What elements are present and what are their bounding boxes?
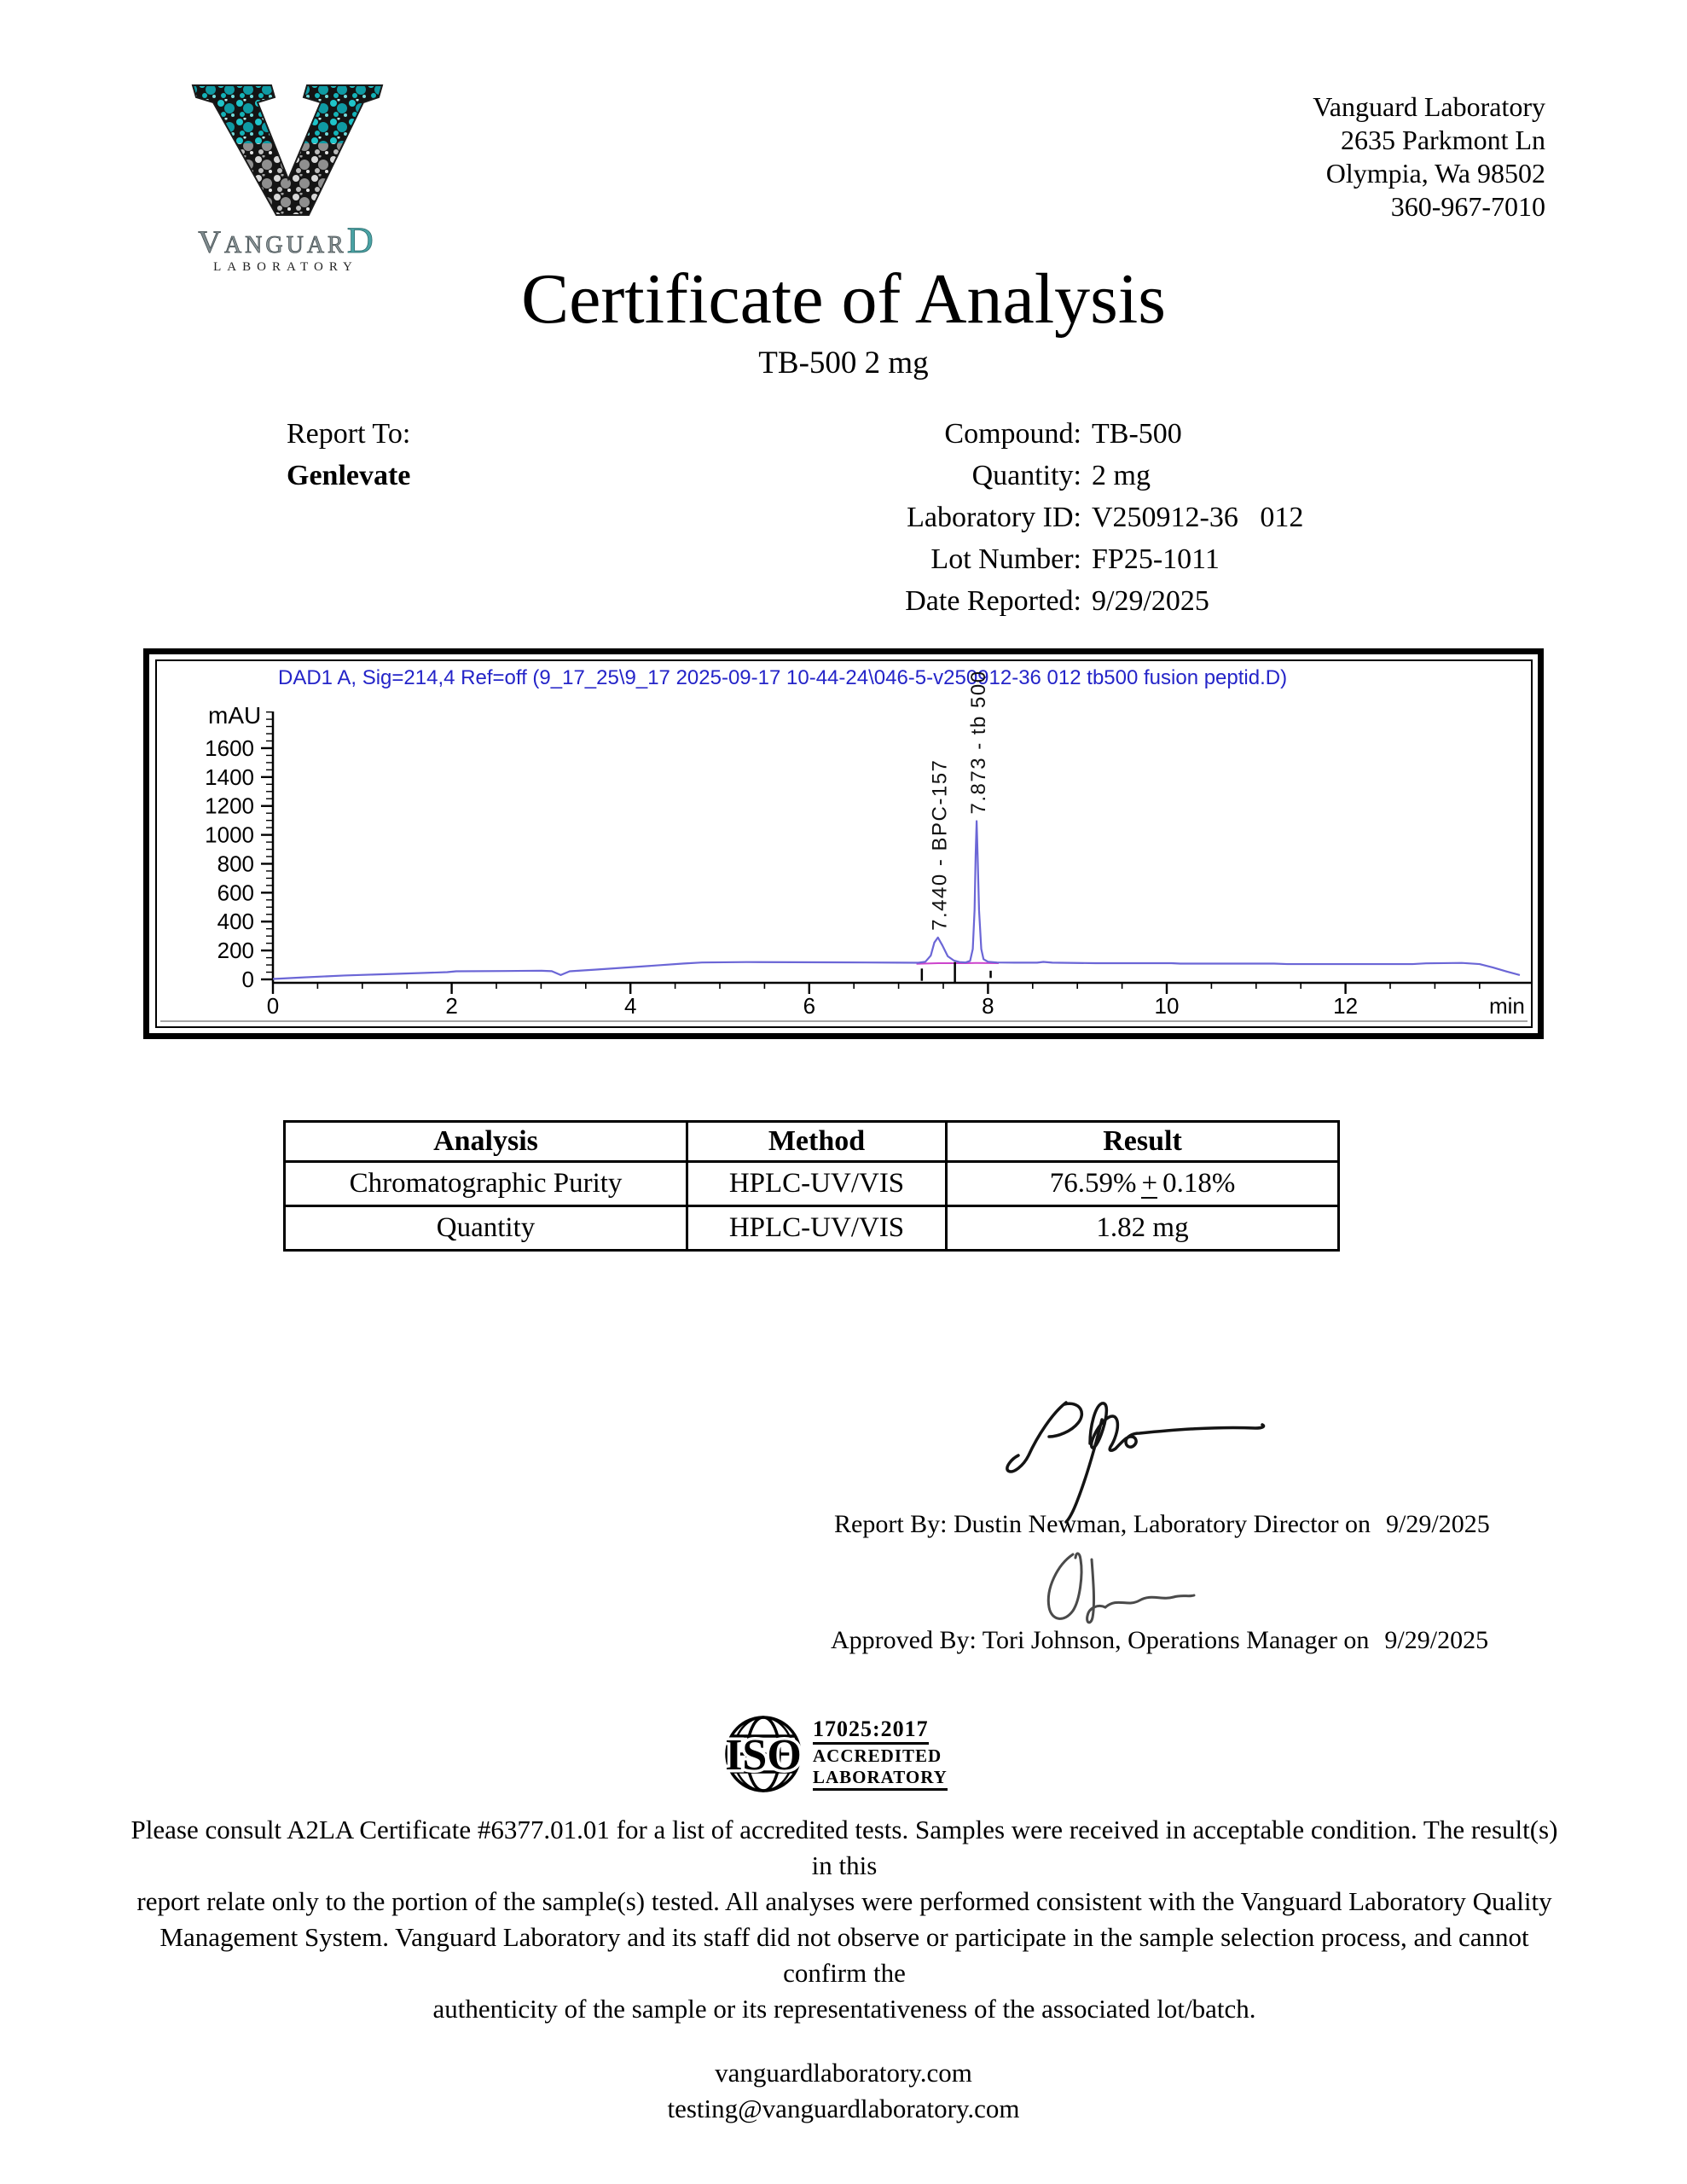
svg-text:DAD1 A, Sig=214,4 Ref=off (9_1: DAD1 A, Sig=214,4 Ref=off (9_17_25\9_17 2025-09-17 10-44-24\046-5-v250912-36 012 tb500 fusion peptid.D) — [278, 666, 1288, 689]
website-link: vanguardlaboratory.com — [715, 2058, 972, 2088]
iso-laboratory: LABORATORY — [813, 1768, 948, 1791]
table-row — [285, 1162, 1339, 1206]
svg-text:2: 2 — [445, 993, 458, 1019]
svg-text:0: 0 — [266, 993, 280, 1019]
logo-subtitle: LABORATORY — [213, 260, 358, 274]
disclaimer-line: report relate only to the portion of the sample(s) tested. All analyses were performed consistent with the Vanguard Laboratory Quality — [136, 1886, 1552, 1916]
logo-wordmark-mid: ANGUAR — [223, 232, 347, 258]
logo-wordmark-first: V — [198, 225, 224, 260]
info-row-quantity — [0, 460, 1687, 502]
svg-text:mAU: mAU — [208, 702, 262, 729]
iso-globe-icon — [722, 1713, 804, 1795]
svg-text:0: 0 — [241, 967, 254, 992]
chromatogram-plot — [143, 648, 1544, 1039]
table-row — [285, 1206, 1339, 1251]
svg-text:600: 600 — [217, 880, 254, 906]
result-value: 76.59% — [1049, 1168, 1137, 1199]
laboratory-id-value: V250912-36 012 — [1092, 502, 1304, 533]
cell-analysis: Chromatographic Purity — [285, 1162, 687, 1206]
lab-name: Vanguard Laboratory — [1313, 91, 1545, 122]
quantity-label: Quantity: — [971, 460, 1081, 491]
report-by-text: Report By: Dustin Newman, Laboratory Director on — [834, 1510, 1371, 1538]
svg-text:1200: 1200 — [205, 793, 254, 819]
results-table — [283, 1120, 1340, 1252]
result-tolerance: 0.18% — [1162, 1168, 1236, 1199]
svg-text:7.440 - BPC-157: 7.440 - BPC-157 — [928, 758, 952, 931]
report-to-value: Genlevate — [287, 460, 411, 491]
cell-analysis: Quantity — [285, 1206, 687, 1251]
plus-minus-sign: + — [1141, 1168, 1158, 1199]
report-to-label: Report To: — [287, 418, 411, 450]
disclaimer-line: Please consult A2LA Certificate #6377.01.01 for a list of accredited tests. Samples were received in acceptable condition. The result(s) in this — [130, 1815, 1558, 1880]
svg-text:1400: 1400 — [205, 764, 254, 790]
date-reported-label: Date Reported: — [905, 585, 1081, 617]
header-method: Method — [687, 1122, 947, 1162]
svg-text:7.873 - tb 500: 7.873 - tb 500 — [967, 670, 991, 815]
page-subtitle: TB-500 2 mg — [758, 346, 929, 380]
approved-by-line — [831, 1626, 1488, 1655]
laboratory-id-label: Laboratory ID: — [907, 502, 1081, 533]
disclaimer — [128, 1812, 1561, 2027]
svg-text:400: 400 — [217, 909, 254, 935]
iso-badge — [722, 1713, 948, 1795]
svg-text:10: 10 — [1154, 993, 1180, 1019]
lab-city: Olympia, Wa 98502 — [1325, 158, 1545, 189]
compound-value: TB-500 — [1092, 418, 1182, 450]
logo-wordmark-last: D — [346, 221, 374, 261]
lab-phone: 360-967-7010 — [1390, 191, 1545, 222]
svg-text:200: 200 — [217, 938, 254, 964]
svg-text:1600: 1600 — [205, 735, 254, 761]
cell-result — [947, 1162, 1339, 1206]
info-row-date-reported — [0, 585, 1687, 627]
page-title: Certificate of Analysis — [521, 259, 1166, 339]
lab-street: 2635 Parkmont Ln — [1341, 125, 1545, 155]
table-header-row — [285, 1122, 1339, 1162]
svg-text:8: 8 — [982, 993, 994, 1019]
vanguard-logo — [171, 80, 401, 275]
svg-text:4: 4 — [623, 993, 637, 1019]
result-value: 1.82 mg — [1096, 1212, 1189, 1243]
disclaimer-line: authenticity of the sample or its representativeness of the associated lot/batch. — [432, 1994, 1256, 2024]
approved-by-date: 9/29/2025 — [1384, 1626, 1489, 1654]
header-analysis: Analysis — [285, 1122, 687, 1162]
logo-wordmark — [171, 223, 401, 259]
info-row-compound — [0, 418, 1687, 460]
cell-method: HPLC-UV/VIS — [687, 1162, 947, 1206]
approved-by-text: Approved By: Tori Johnson, Operations Manager on — [831, 1626, 1370, 1654]
iso-accredited: ACCREDITED — [813, 1745, 942, 1766]
svg-text:1000: 1000 — [205, 822, 254, 848]
report-by-date: 9/29/2025 — [1386, 1510, 1490, 1538]
lab-address — [1313, 90, 1545, 224]
lot-number-label: Lot Number: — [930, 543, 1081, 575]
date-reported-value: 9/29/2025 — [1092, 585, 1209, 617]
email-link: testing@vanguardlaboratory.com — [667, 2094, 1020, 2123]
info-row-lot-number — [0, 543, 1687, 585]
vanguard-v-icon — [179, 80, 392, 217]
report-by-line — [834, 1510, 1490, 1539]
info-row-laboratory-id — [0, 502, 1687, 543]
lot-number-value: FP25-1011 — [1092, 543, 1220, 575]
svg-text:min: min — [1489, 993, 1525, 1019]
cell-result — [947, 1206, 1339, 1251]
iso-standard: 17025:2017 — [813, 1717, 929, 1744]
svg-text:12: 12 — [1333, 993, 1359, 1019]
iso-acronym: ISO — [725, 1731, 802, 1780]
svg-text:800: 800 — [217, 851, 254, 877]
disclaimer-line: Management System. Vanguard Laboratory and its staff did not observe or participate in the sample selection process, and cannot confirm the — [159, 1922, 1529, 1988]
manager-signature — [1032, 1544, 1211, 1625]
header-result: Result — [947, 1122, 1339, 1162]
quantity-value: 2 mg — [1092, 460, 1151, 491]
iso-text-block — [813, 1717, 948, 1790]
svg-text:6: 6 — [803, 993, 816, 1019]
compound-label: Compound: — [944, 418, 1081, 450]
cell-method: HPLC-UV/VIS — [687, 1206, 947, 1251]
